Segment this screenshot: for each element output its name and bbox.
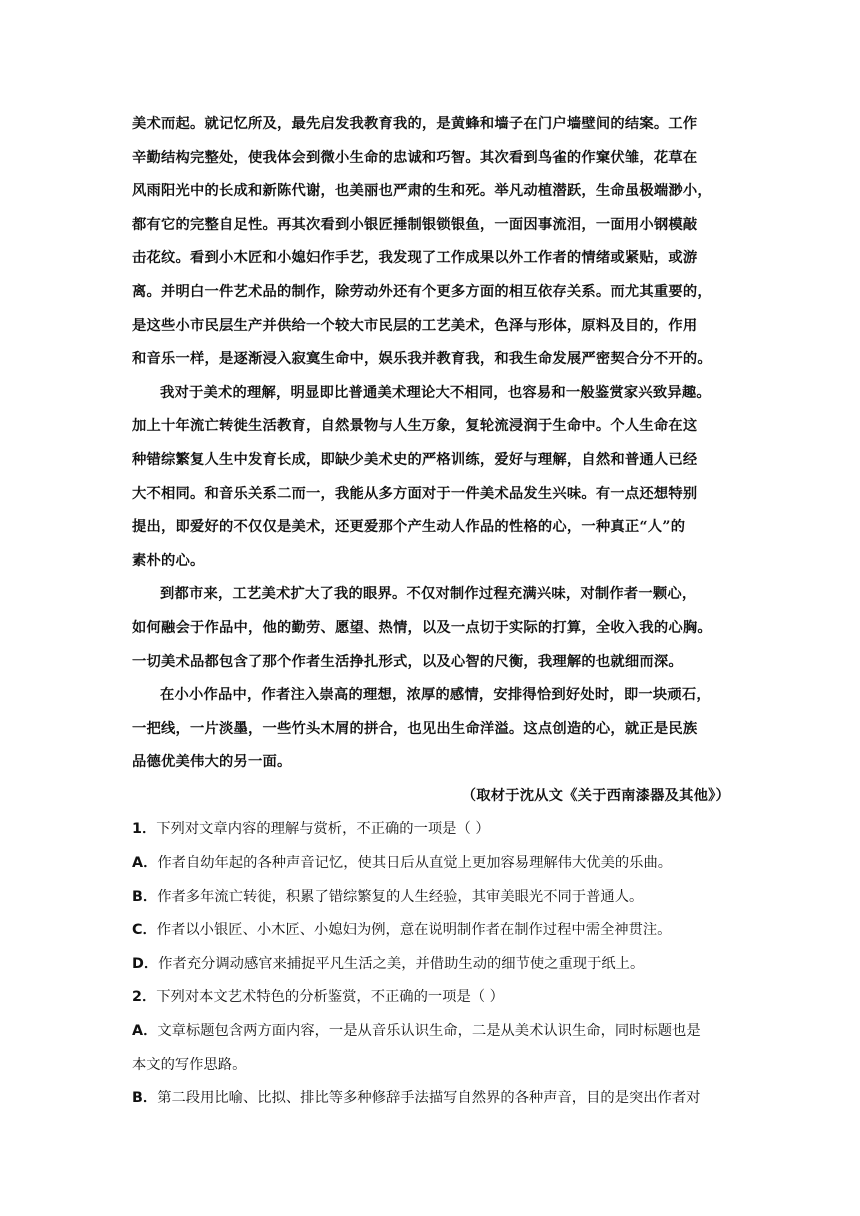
option-text: 作者多年流亡转徙，积累了错综繁复的人生经验，其审美眼光不同于普通人。 [157,888,644,905]
question-number: 1． [132,821,157,838]
option-a [132,1015,732,1049]
text-line: 提出，即爱好的不仅仅是美术，还更爱那个产生动人作品的性格的心，一种真正“人”的 [132,519,686,536]
text-line: 大不相同。和音乐关系二而一，我能从多方面对于一件美术品发生兴味。有一点还想特别 [132,485,698,502]
text-line: 击花纹。看到小木匠和小媳妇作手艺，我发现了工作成果以外工作者的情绪或紧贴，或游 [132,250,698,267]
question-text: 下列对文章内容的理解与赏析，不正确的一项是（ ） [156,821,490,838]
option-a-continued: 本文的写作思路。 [132,1056,247,1073]
text-line: 如何融会于作品中，他的勤劳、愿望、热情，以及一点切于实际的打算，全收入我的心胸。 [132,619,712,636]
text-line: 我对于美术的理解，明显即比普通美术理论大不相同，也容易和一般鉴赏家兴致异趣。 [160,384,711,401]
text-line: 品德优美伟大的另一面。 [132,754,292,771]
option-text: 作者充分调动感官来捕捉平凡生活之美，并借助生动的细节使之重现于纸上。 [158,955,645,972]
option-c [132,914,732,948]
option-text: 第二段用比喻、比拟、排比等多种修辞手法描写自然界的各种声音，目的是突出作者对 [157,1090,701,1107]
option-letter: A． [132,855,158,872]
text-line: 素朴的心。 [132,552,205,569]
option-letter: A． [132,1023,158,1040]
question-text: 下列对本文艺术特色的分析鉴赏，不正确的一项是（ ） [156,989,504,1006]
text-line: 和音乐一样，是逐渐浸入寂寞生命中，娱乐我并教育我，和我生命发展严密契合分不开的。 [132,351,712,368]
option-text: 作者以小银匠、小木匠、小媳妇为例，意在说明制作者在制作过程中需全神贯注。 [156,922,672,939]
text-line: 离。并明白一件艺术品的制作，除劳动外还有个更多方面的相互依存关系。而尤其重要的， [132,283,712,300]
option-text: 作者自幼年起的各种声音记忆，使其日后从直觉上更加容易理解伟大优美的乐曲。 [157,855,673,872]
text-line: 美术而起。就记忆所及，最先启发我教育我的，是黄蜂和墙子在门户墙壁间的结案。工作 [132,116,698,132]
option-letter: B． [132,1090,158,1107]
document-page [132,108,732,1116]
option-d [132,948,732,982]
text-line: 风雨阳光中的长成和新陈代谢，也美丽也严肃的生和死。举凡动植潜跃，生命虽极端渺小， [132,183,712,200]
text-line: 一把线，一片淡墨，一些竹头木屑的拼合，也见出生命洋溢。这点创造的心，就正是民族 [132,720,698,737]
text-line: 种错综繁复人生中发育长成，即缺少美术史的严格训练，爱好与理解，自然和普通人已经 [132,451,698,468]
paragraph-3 [132,578,732,679]
option-text: 文章标题包含两方面内容，一是从音乐认识生命，二是从美术认识生命，同时标题也是 [157,1023,701,1040]
text-line: 加上十年流亡转徙生活教育，自然景物与人生万象，复轮流浸润于生命中。个人生命在这 [132,418,698,435]
text-line: 都有它的完整自足性。再其次看到小银匠捶制银锁银鱼，一面因事流泪，一面用小钢模敲 [132,216,698,233]
question-1 [132,813,732,981]
source-citation: （取材于沈从文《关于西南漆器及其他》） [461,787,730,804]
option-letter: C． [132,922,157,939]
option-letter: B． [132,888,158,905]
paragraph-4 [132,679,732,780]
question-stem [132,981,732,1015]
paragraph-2 [132,377,732,579]
option-b [132,881,732,915]
option-letter: D． [132,955,159,972]
question-2 [132,981,732,1115]
question-stem [132,813,732,847]
text-line: 在小小作品中，作者注入崇高的理想，浓厚的感情，安排得恰到好处时，即一块顽石， [160,687,711,704]
question-number: 2． [132,989,157,1006]
text-line: 是这些小市民层生产并供给一个较大市民层的工艺美术，色泽与形体，原料及目的，作用 [132,317,698,334]
option-b [132,1082,732,1116]
option-a [132,847,732,881]
text-line: 辛勤结构完整处，使我体会到微小生命的忠诚和巧智。其次看到鸟雀的作窠伏雏，花草在 [132,149,698,166]
text-line: 一切美术品都包含了那个作者生活挣扎形式，以及心智的尺衡，我理解的也就细而深。 [132,653,683,670]
text-line: 到都市来，工艺美术扩大了我的眼界。不仅对制作过程充满兴味，对制作者一颗心， [160,586,697,603]
paragraph-1 [132,108,732,377]
